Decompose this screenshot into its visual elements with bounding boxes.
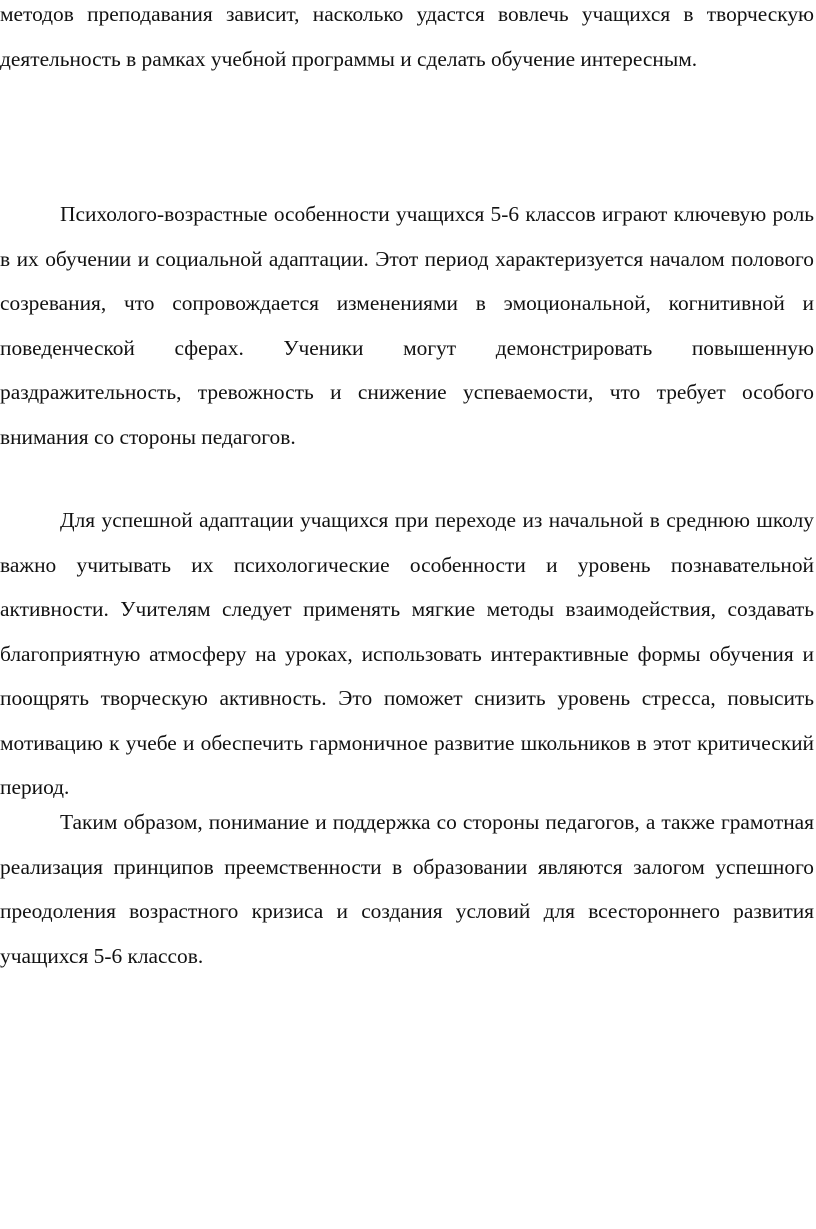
paragraph-conclusion: Таким образом, понимание и поддержка со стороны педагогов, а также грамотная реализация принципов преемственности в образовании являются залогом успешного преодоления возрастного кризиса и создания условий для всестороннего развития учащихся 5-6 классов. — [0, 810, 814, 968]
paragraph-continuation: методов преподавания зависит, насколько удастся вовлечь учащихся в творческую деятельность в рамках учебной программы и сделать обучение интересным. — [0, 2, 814, 71]
paragraph-adaptation: Для успешной адаптации учащихся при переходе из начальной в среднюю школу важно учитывать их психологические особенности и уровень познавательной активности. Учителям следует применять мягкие методы взаимодействия, создавать благоприятную атмосферу на уроках, использовать интерактивные формы обучения и поощрять творческую активность. Это поможет снизить уровень стресса, повысить мотивацию к учебе и обеспечить гармоничное развитие школьников в этот критический период. — [0, 508, 814, 799]
paragraph-age-features: Психолого-возрастные особенности учащихся 5-6 классов играют ключевую роль в их обучении и социальной адаптации. Этот период характеризуется началом полового созревания, что сопровождается изменениями в эмоциональной, когнитивной и поведенческой сферах. Ученики могут демонстрировать повышенную раздражительность, тревожность и снижение успеваемости, что требует особого внимания со стороны педагогов. — [0, 202, 814, 449]
